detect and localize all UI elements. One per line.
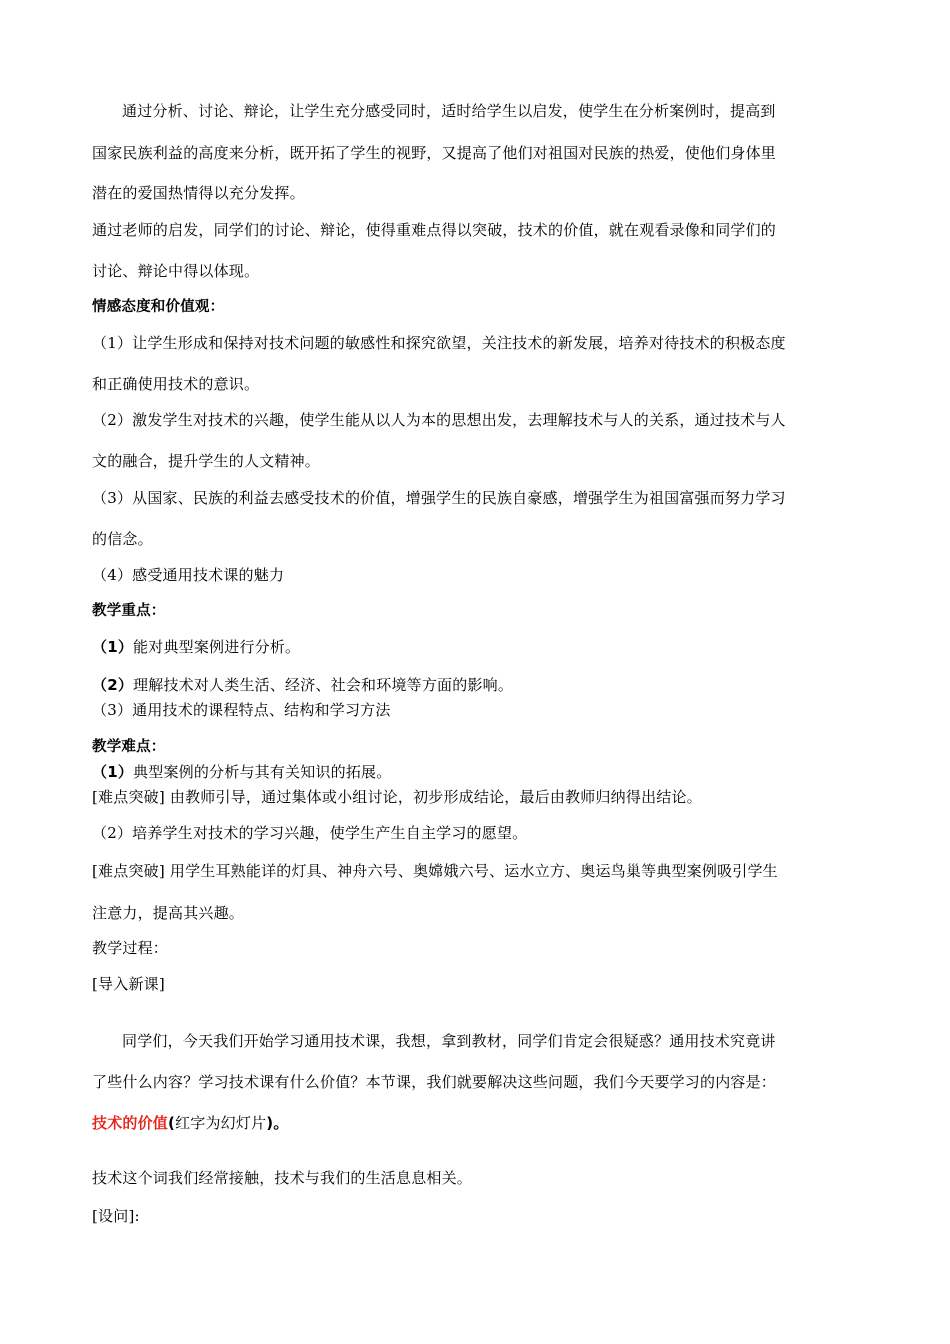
list-item-text: 典型案例的分析与其有关知识的拓展。 <box>133 763 392 781</box>
list-item: （3）从国家、民族的利益去感受技术的价值，增强学生的民族自豪感，增强学生为祖国富强而努力学习 <box>92 489 786 507</box>
list-item: （3）通用技术的课程特点、结构和学习方法 <box>92 701 391 719</box>
paragraph-line: 潜在的爱国热情得以充分发挥。 <box>92 184 305 202</box>
intro-tag: [导入新课] <box>92 975 165 993</box>
paragraph-line: 通过分析、讨论、辩论，让学生充分感受同时，适时给学生以启发，使学生在分析案例时，提高到 <box>122 102 776 120</box>
list-item-continuation: 的信念。 <box>92 530 153 548</box>
list-item <box>92 637 300 657</box>
question-tag: [设问]: <box>92 1207 140 1225</box>
list-item-number: （2） <box>92 676 134 694</box>
paren-open: ( <box>168 1114 176 1132</box>
topic-note: 红字为幻灯片 <box>175 1114 267 1132</box>
paragraph-line: 国家民族利益的高度来分析，既开拓了学生的视野，又提高了他们对祖国对民族的热爱，使他们身体里 <box>92 144 777 162</box>
paragraph-line: 同学们，今天我们开始学习通用技术课，我想，拿到教材，同学们肯定会很疑惑？通用技术究竟讲 <box>122 1032 776 1050</box>
list-item-text: 理解技术对人类生活、经济、社会和环境等方面的影响。 <box>133 676 514 694</box>
list-item <box>92 762 391 782</box>
list-item-continuation: 和正确使用技术的意识。 <box>92 375 260 393</box>
paragraph-line: 了些什么内容？学习技术课有什么价值？本节课，我们就要解决这些问题，我们今天要学习的内容是： <box>92 1073 777 1091</box>
list-item: （4）感受通用技术课的魅力 <box>92 566 285 584</box>
paragraph-line: 技术这个词我们经常接触，技术与我们的生活息息相关。 <box>92 1169 473 1187</box>
difficulty-breakthrough: [难点突破] 由教师引导，通过集体或小组讨论，初步形成结论，最后由教师归纳得出结论。 <box>92 788 702 806</box>
list-item-number: （1） <box>92 638 134 656</box>
list-item-number: （1） <box>92 763 134 781</box>
paragraph-line: 通过老师的启发，同学们的讨论、辩论，使得重难点得以突破，技术的价值，就在观看录像和同学们的 <box>92 221 777 239</box>
paren-close: )。 <box>266 1114 289 1132</box>
section-heading-values: 情感态度和价值观： <box>92 299 225 315</box>
difficulty-breakthrough-continuation: 注意力，提高其兴趣。 <box>92 904 245 922</box>
list-item: （2）培养学生对技术的学习兴趣，使学生产生自主学习的愿望。 <box>92 824 528 842</box>
section-heading-difficulties: 教学难点： <box>92 739 166 755</box>
section-heading-key-points: 教学重点： <box>92 603 166 619</box>
list-item-text: 能对典型案例进行分析。 <box>133 638 301 656</box>
paragraph-line: 讨论、辩论中得以体现。 <box>92 262 260 280</box>
difficulty-breakthrough: [难点突破] 用学生耳熟能详的灯具、神舟六号、奥嫦娥六号、运水立方、奥运鸟巢等典型案例吸引学生 <box>92 862 778 880</box>
section-heading-process: 教学过程： <box>92 939 169 957</box>
topic-line <box>92 1113 289 1133</box>
list-item: （1）让学生形成和保持对技术问题的敏感性和探究欲望，关注技术的新发展，培养对待技术的积极态度 <box>92 334 786 352</box>
list-item-continuation: 文的融合，提升学生的人文精神。 <box>92 452 321 470</box>
list-item: （2）激发学生对技术的兴趣，使学生能从以人为本的思想出发，去理解技术与人的关系，通过技术与人 <box>92 411 786 429</box>
list-item <box>92 675 513 695</box>
topic-title: 技术的价值 <box>92 1114 169 1132</box>
